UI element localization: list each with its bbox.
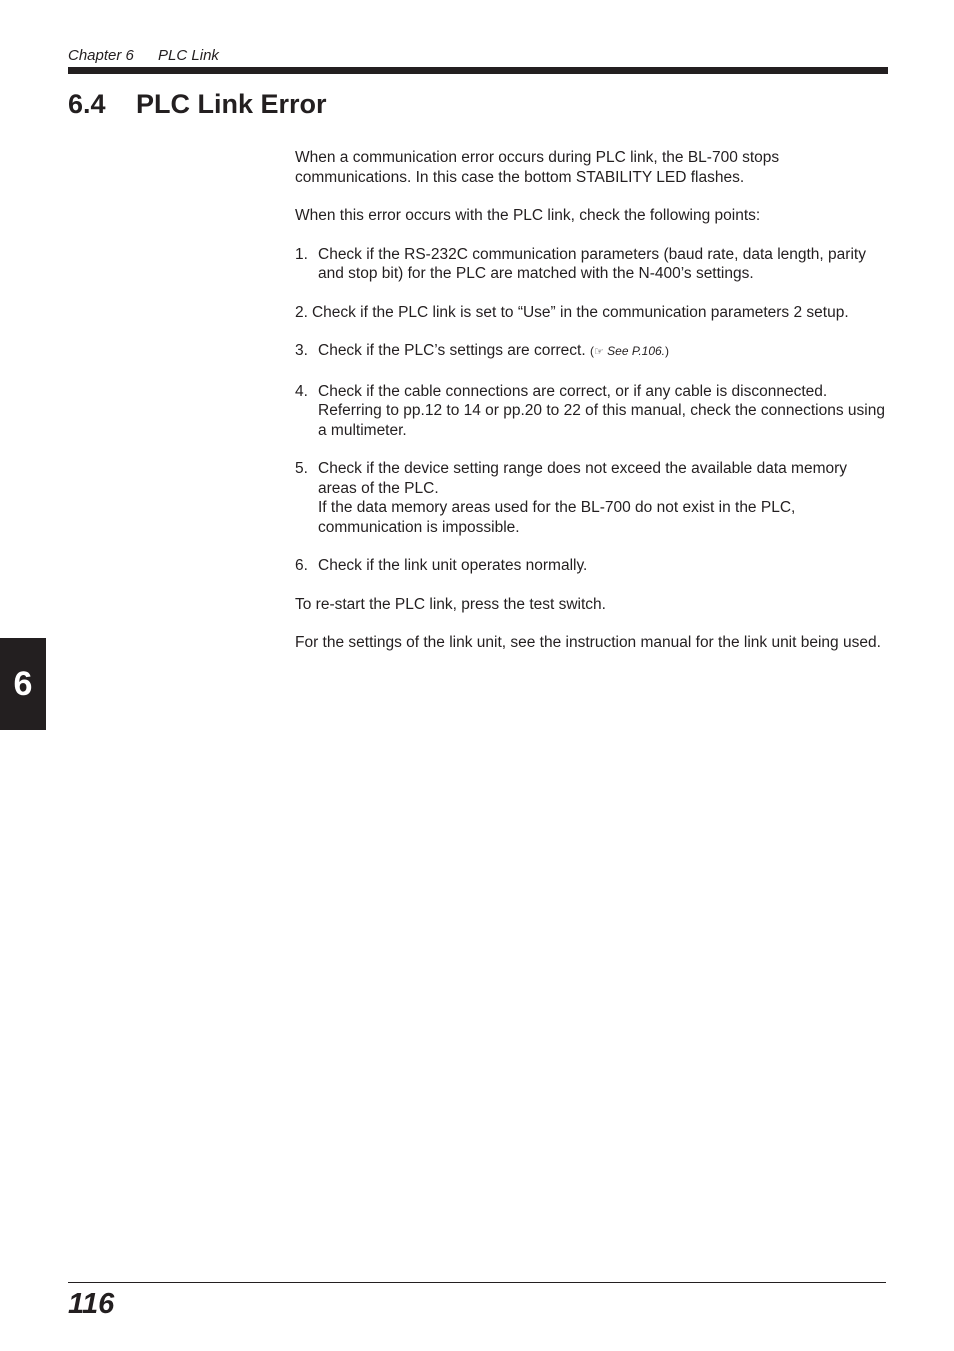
outro-paragraph: For the settings of the link unit, see the instruction manual for the link unit being used. [295, 634, 881, 651]
item-text: Check if the RS-232C communication parameters (baud rate, data length, parity and stop bit) for the PLC are matched with the N-400’s settings. [318, 245, 866, 282]
item-text: Check if the PLC’s settings are correct. [318, 342, 586, 359]
checklist-item [295, 245, 890, 284]
body-content [295, 148, 890, 672]
pointing-hand-icon: ☞ [593, 346, 604, 358]
item-text: Check if the link unit operates normally. [318, 557, 588, 574]
section-number: 6.4 [68, 89, 106, 119]
outro-paragraph: To re-start the PLC link, press the test switch. [295, 595, 606, 613]
item-text: Referring to pp.12 to 14 or pp.20 to 22 of this manual, check the connections using a multimeter. [318, 402, 885, 439]
item-text: If the data memory areas used for the BL-700 do not exist in the PLC, communication is impossible. [318, 499, 796, 536]
page-reference[interactable]: (☞ See P.106.) [589, 344, 670, 358]
intro-paragraph: When a communication error occurs during PLC link, the BL-700 stops communications. In this case the bottom STABILITY LED flashes. [295, 149, 780, 186]
chapter-tab: 6 [0, 638, 46, 730]
item-number: 3. [295, 342, 308, 359]
checklist-item [295, 556, 890, 576]
item-text: Check if the cable connections are correct, or if any cable is disconnected. [318, 382, 828, 400]
item-number: 4. [295, 382, 308, 400]
checklist-item [295, 341, 890, 363]
page-reference-text: See P.106. [607, 344, 666, 358]
intro-paragraph: When this error occurs with the PLC link, check the following points: [295, 207, 761, 224]
item-text: Check if the device setting range does not exceed the available data memory areas of the PLC. [318, 460, 848, 497]
checklist-item [295, 303, 890, 323]
section-title [68, 89, 327, 120]
page-number: 116 [68, 1288, 115, 1320]
header-rule [68, 67, 888, 74]
running-header [68, 47, 219, 64]
footer-rule [68, 1282, 886, 1283]
header-section: PLC Link [158, 47, 219, 64]
item-text: Check if the PLC link is set to “Use” in the communication parameters 2 setup. [311, 303, 849, 321]
item-number: 5. [295, 460, 308, 477]
section-title-text: PLC Link Error [136, 89, 327, 119]
item-number: 6. [295, 557, 308, 574]
checklist-item [295, 382, 890, 441]
item-number: 2. [295, 303, 308, 321]
header-chapter: Chapter 6 [68, 47, 134, 64]
checklist-item [295, 459, 890, 537]
item-number: 1. [295, 245, 308, 263]
